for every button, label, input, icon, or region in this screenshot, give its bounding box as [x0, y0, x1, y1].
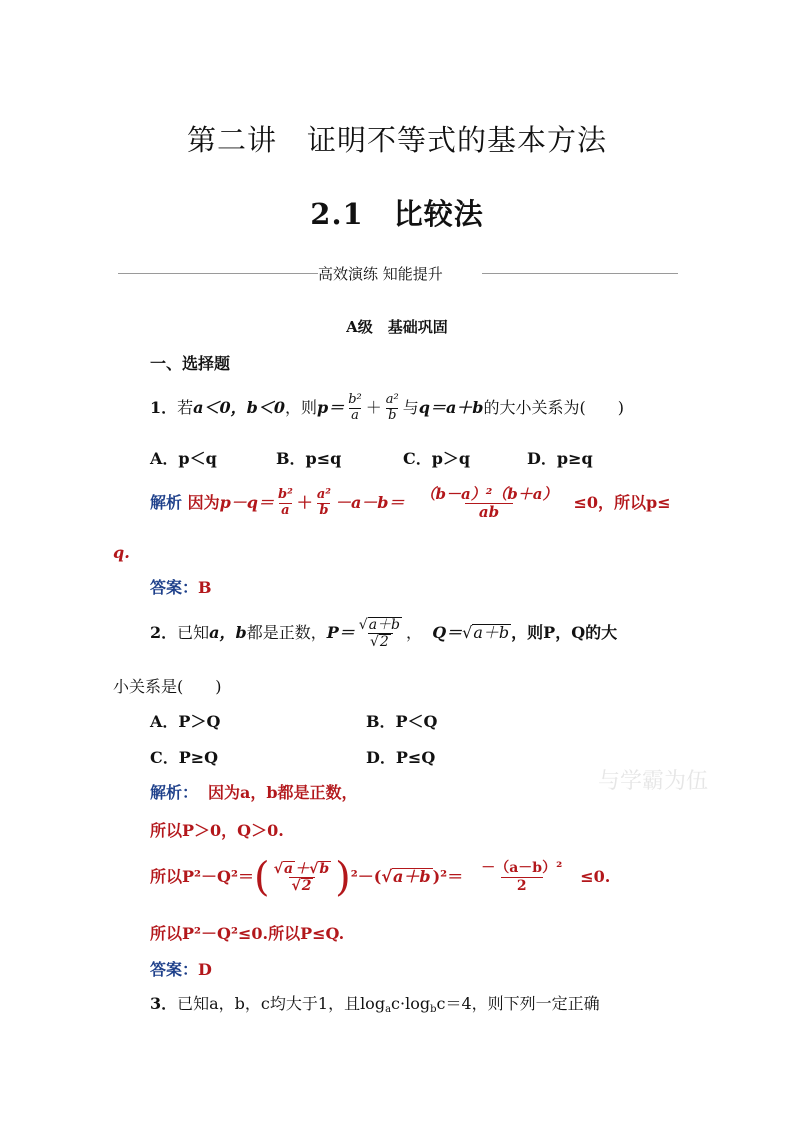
q2-analysis-line4: 所以P²－Q²≤0.所以P≤Q. — [150, 924, 345, 943]
q2-Q: Q＝ — [432, 623, 463, 642]
q1-answer — [150, 575, 212, 598]
q2-vars: a，b — [209, 623, 247, 642]
q2-analysis-line1: 因为a，b都是正数， — [208, 783, 358, 802]
q1-option-a: A．p＜q — [150, 449, 217, 468]
question-number: 1． — [150, 398, 178, 417]
question-1 — [150, 386, 624, 430]
banner-text: 高效演练 知能提升 — [318, 265, 443, 283]
q2-option-c: C．P≥Q — [150, 748, 219, 767]
q2-stem-mid: 都是正数， — [246, 623, 327, 642]
q2-analysis-line3: 所以P²－Q²＝( $\frac{√a +√b}{√2}$ )²－(√a＋b )²＝ $\frac{\text{－（a－b）²}}{2}$ ≤0. — [150, 854, 611, 901]
q2-line3-result-fraction: $\frac{\text{－（a－b）²}}{2}$ — [481, 860, 563, 894]
q1-plus: ＋ — [365, 398, 382, 417]
q3-sub-b: b — [430, 1004, 437, 1015]
q2-option-d: D．P≤Q — [366, 748, 436, 767]
q1-solution-fraction-2: $\frac{\text{a²}}{b}$ — [316, 487, 331, 518]
question-2: 2．已知a，b都是正数，P＝ $\frac{√a+b}{√2}$ ， Q＝√a＋b ，则P，Q的大 — [150, 616, 618, 651]
q1-condition: a＜0，b＜0 — [193, 398, 285, 417]
q2-analysis-label: 解析： — [150, 783, 199, 802]
level-heading: A级 基础巩固 — [346, 318, 448, 336]
q2-Q-radicand: a＋b — [473, 623, 510, 642]
q2-P-fraction: $\frac{√a+b}{√2}$ — [358, 616, 401, 651]
q2-answer — [150, 957, 212, 980]
section-title: 2.1 比较法 — [310, 197, 484, 231]
q2-stem-post: ，则P，Q的大 — [511, 623, 618, 642]
q2-stem-line2: 小关系是( ) — [113, 677, 222, 696]
chapter-title: 第二讲 证明不等式的基本方法 — [186, 123, 607, 157]
q1-with: 与 — [402, 398, 419, 417]
question-number: 3． — [150, 994, 178, 1013]
answer-value: D — [198, 960, 212, 979]
q1-q-definition: q＝a＋b — [418, 398, 484, 417]
q2-option-b: B．P＜Q — [366, 712, 438, 731]
q1-solution-plus: ＋ — [296, 493, 313, 512]
q2-P: P＝ — [326, 623, 355, 642]
q1-solution-fraction-1: $\frac{\text{b²}}{a}$ — [278, 487, 293, 518]
q1-solution-pre: 因为 — [187, 493, 220, 512]
q1-stem-post: 的大小关系为( ) — [483, 398, 624, 417]
q1-solution-expr: p－q＝ — [219, 493, 274, 512]
q1-option-b: B．p≤q — [276, 449, 342, 468]
q1-p: p＝ — [317, 398, 345, 417]
q2-stem-pre: 已知 — [177, 623, 210, 642]
q1-stem-mid: ，则 — [284, 398, 317, 417]
q2-option-a: A．P＞Q — [150, 712, 221, 731]
q2-line3-radicand: a＋b — [393, 867, 431, 886]
watermark: 与学霸为伍 — [598, 769, 709, 794]
q1-fraction-2: $\frac{\text{a²}}{b}$ — [385, 392, 399, 423]
answer-label: 答案： — [150, 960, 199, 979]
q1-solution-big-fraction: $\frac{\text{（b－a）²（b＋a）}}{ab}$ — [420, 485, 558, 521]
q3-text: 已知a，b，c均大于1，且log — [177, 994, 386, 1013]
q3-text-mid: c·log — [391, 994, 431, 1013]
q2-line3-post: )²＝ — [432, 867, 464, 886]
question-3 — [150, 991, 600, 1015]
question-number: 2． — [150, 623, 178, 642]
q2-analysis-line2: 所以P＞0，Q＞0. — [150, 821, 284, 840]
q1-solution-post: ≤0，所以p≤ — [573, 493, 671, 512]
q3-text-end: c＝4，则下列一定正确 — [436, 994, 600, 1013]
analysis-label: 解析 — [150, 493, 183, 512]
banner-rule-right — [482, 273, 678, 274]
banner-rule-left — [118, 273, 318, 274]
q2-line3-pre: 所以P²－Q²＝ — [150, 867, 254, 886]
q1-option-d: D．p≥q — [527, 449, 593, 468]
q1-solution-minus: －a－b＝ — [334, 493, 405, 512]
q1-fraction-1: $\frac{\text{b²}}{a}$ — [348, 392, 362, 423]
q1-stem-pre: 若 — [177, 398, 194, 417]
part-heading: 一、选择题 — [150, 354, 231, 373]
q1-solution-tail: q. — [113, 543, 130, 562]
q1-option-c: C．p＞q — [403, 449, 471, 468]
answer-label: 答案： — [150, 578, 199, 597]
q3-sub-a: a — [385, 1004, 392, 1015]
answer-value: B — [198, 578, 212, 597]
q2-line3-tail: ≤0. — [580, 867, 611, 886]
q1-analysis — [150, 480, 671, 526]
q2-line3-mid: ²－( — [350, 867, 382, 886]
q2-line3-fraction: $\frac{√a +√b}{√2}$ — [273, 860, 330, 895]
